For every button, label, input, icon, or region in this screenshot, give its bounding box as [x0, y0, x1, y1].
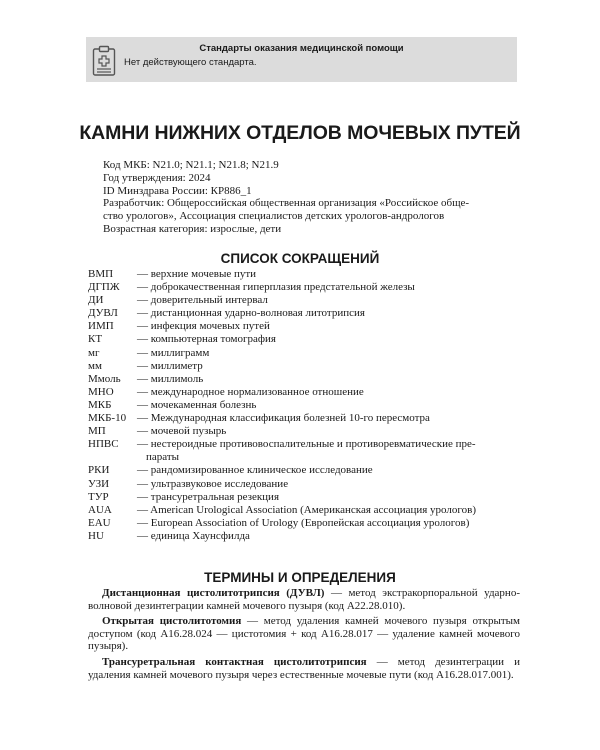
- age-category: Возрастная категория: изрослые, дети: [103, 222, 282, 235]
- abbr-term: РКИ: [88, 464, 110, 477]
- list-item: [88, 281, 520, 294]
- abbr-def: параты: [146, 451, 180, 464]
- list-item: [88, 333, 520, 346]
- abbr-term: НПВС: [88, 438, 119, 451]
- abbr-term: Ммоль: [88, 372, 121, 385]
- abbr-term: AUA: [88, 503, 112, 516]
- abbr-def: — нестероидные противовоспалительные и противоревматические пре-: [137, 438, 476, 451]
- list-item: [88, 491, 520, 504]
- developer-line-1: Разработчик: Общероссийская общественная организация «Российское обще-: [103, 197, 470, 210]
- abbr-def: — миллиграмм: [137, 346, 210, 359]
- ministry-id: ID Минздрава России: КР886_1: [103, 184, 252, 197]
- term-paragraph: [88, 615, 520, 653]
- list-item: [88, 451, 520, 464]
- abbr-def: — European Association of Urology (Европейская ассоциация урологов): [137, 516, 470, 529]
- abbreviations-heading: СПИСОК СОКРАЩЕНИЙ: [220, 251, 380, 266]
- abbr-def: — миллимоль: [137, 372, 204, 385]
- term-name: Трансуретральная контактная цистолитотрипсия: [102, 655, 367, 668]
- abbr-term: ИМП: [88, 320, 114, 333]
- developer-line-2: ство урологов», Ассоциация специалистов детских урологов-андрологов: [103, 210, 445, 223]
- term-paragraph: [88, 656, 520, 681]
- abbr-def: — доверительный интервал: [137, 294, 268, 307]
- term-name: Открытая цистолитотомия: [102, 615, 242, 628]
- abbr-term: [88, 451, 137, 464]
- standards-box-title: Стандарты оказания медицинской помощи: [199, 43, 404, 54]
- term-paragraph: [88, 587, 520, 612]
- abbr-def: — компьютерная томография: [137, 333, 276, 346]
- list-item: [88, 464, 520, 477]
- list-item: [88, 504, 520, 517]
- abbr-term: ТУР: [88, 490, 109, 503]
- abbr-def: — мочевой пузырь: [137, 425, 227, 438]
- abbr-term: МП: [88, 425, 106, 438]
- list-item: [88, 294, 520, 307]
- page-title: КАМНИ НИЖНИХ ОТДЕЛОВ МОЧЕВЫХ ПУТЕЙ: [79, 122, 521, 144]
- standards-box: [86, 37, 517, 82]
- abbr-def: — ультразвуковое исследование: [137, 477, 289, 490]
- abbr-term: МНО: [88, 385, 114, 398]
- abbr-term: ДУВЛ: [88, 307, 118, 320]
- abbr-def: — рандомизированное клиническое исследование: [137, 464, 373, 477]
- list-item: [88, 399, 520, 412]
- term-definition: — метод экстракорпоральной ударно-волновой дезинтеграции камней мочевого пузыря (код А22.28.010).: [88, 587, 520, 612]
- abbr-def: — международное нормализованное отношение: [137, 385, 364, 398]
- abbr-term: КТ: [88, 333, 103, 346]
- abbr-term: мм: [88, 359, 102, 372]
- abbr-def: — инфекция мочевых путей: [137, 320, 270, 333]
- terms-list: [88, 587, 520, 684]
- abbr-def: — American Urological Association (Американская ассоциация урологов): [137, 503, 476, 516]
- abbr-def: — миллиметр: [137, 359, 203, 372]
- abbr-term: МКБ-10: [88, 412, 127, 425]
- list-item: [88, 360, 520, 373]
- abbr-term: УЗИ: [88, 477, 110, 490]
- standards-box-text: Нет действующего стандарта.: [124, 57, 257, 68]
- list-item: [88, 307, 520, 320]
- abbr-term: HU: [88, 529, 104, 542]
- list-item: [88, 268, 520, 281]
- list-item: [88, 373, 520, 386]
- term-name: Дистанционная цистолитотрипсия (ДУВЛ): [102, 587, 325, 599]
- abbr-def: — доброкачественная гиперплазия предстательной железы: [137, 281, 415, 294]
- term-definition: — метод дезинтеграции и удаления камней мочевого пузыря через естественные мочевые пути (код А16.28.017.001).: [88, 655, 520, 681]
- abbr-def: — верхние мочевые пути: [137, 268, 257, 280]
- abbr-def: — мочекаменная болезнь: [137, 398, 257, 411]
- abbr-term: EAU: [88, 516, 111, 529]
- abbr-term: ДИ: [88, 294, 104, 307]
- list-item: [88, 530, 520, 543]
- abbr-term: ДГПЖ: [88, 281, 120, 294]
- list-item: [88, 386, 520, 399]
- term-definition: — метод удаления камней мочевого пузыря открытым доступом (код А16.28.024 — цистотомия + код А16.28.017 — удаление камней мочевого пузыря).: [88, 615, 520, 653]
- list-item: [88, 438, 520, 451]
- abbr-def: — трансуретральная резекция: [137, 490, 280, 503]
- list-item: [88, 478, 520, 491]
- list-item: [88, 412, 520, 425]
- abbr-term: мг: [88, 346, 100, 359]
- terms-heading: ТЕРМИНЫ И ОПРЕДЕЛЕНИЯ: [204, 570, 396, 585]
- metadata-block: [103, 159, 520, 236]
- icd-code: Код МКБ: N21.0; N21.1; N21.8; N21.9: [103, 159, 279, 171]
- abbreviations-list: [88, 268, 520, 543]
- list-item: [88, 320, 520, 333]
- abbr-def: — Международная классификация болезней 10-го пересмотра: [137, 412, 430, 425]
- abbr-def: — дистанционная ударно-волновая литотрипсия: [137, 307, 365, 320]
- abbr-term: МКБ: [88, 398, 112, 411]
- list-item: [88, 425, 520, 438]
- abbr-term: ВМП: [88, 268, 114, 280]
- list-item: [88, 517, 520, 530]
- approval-year: Год утверждения: 2024: [103, 171, 211, 184]
- abbr-def: — единица Хаунсфилда: [137, 529, 250, 542]
- list-item: [88, 347, 520, 360]
